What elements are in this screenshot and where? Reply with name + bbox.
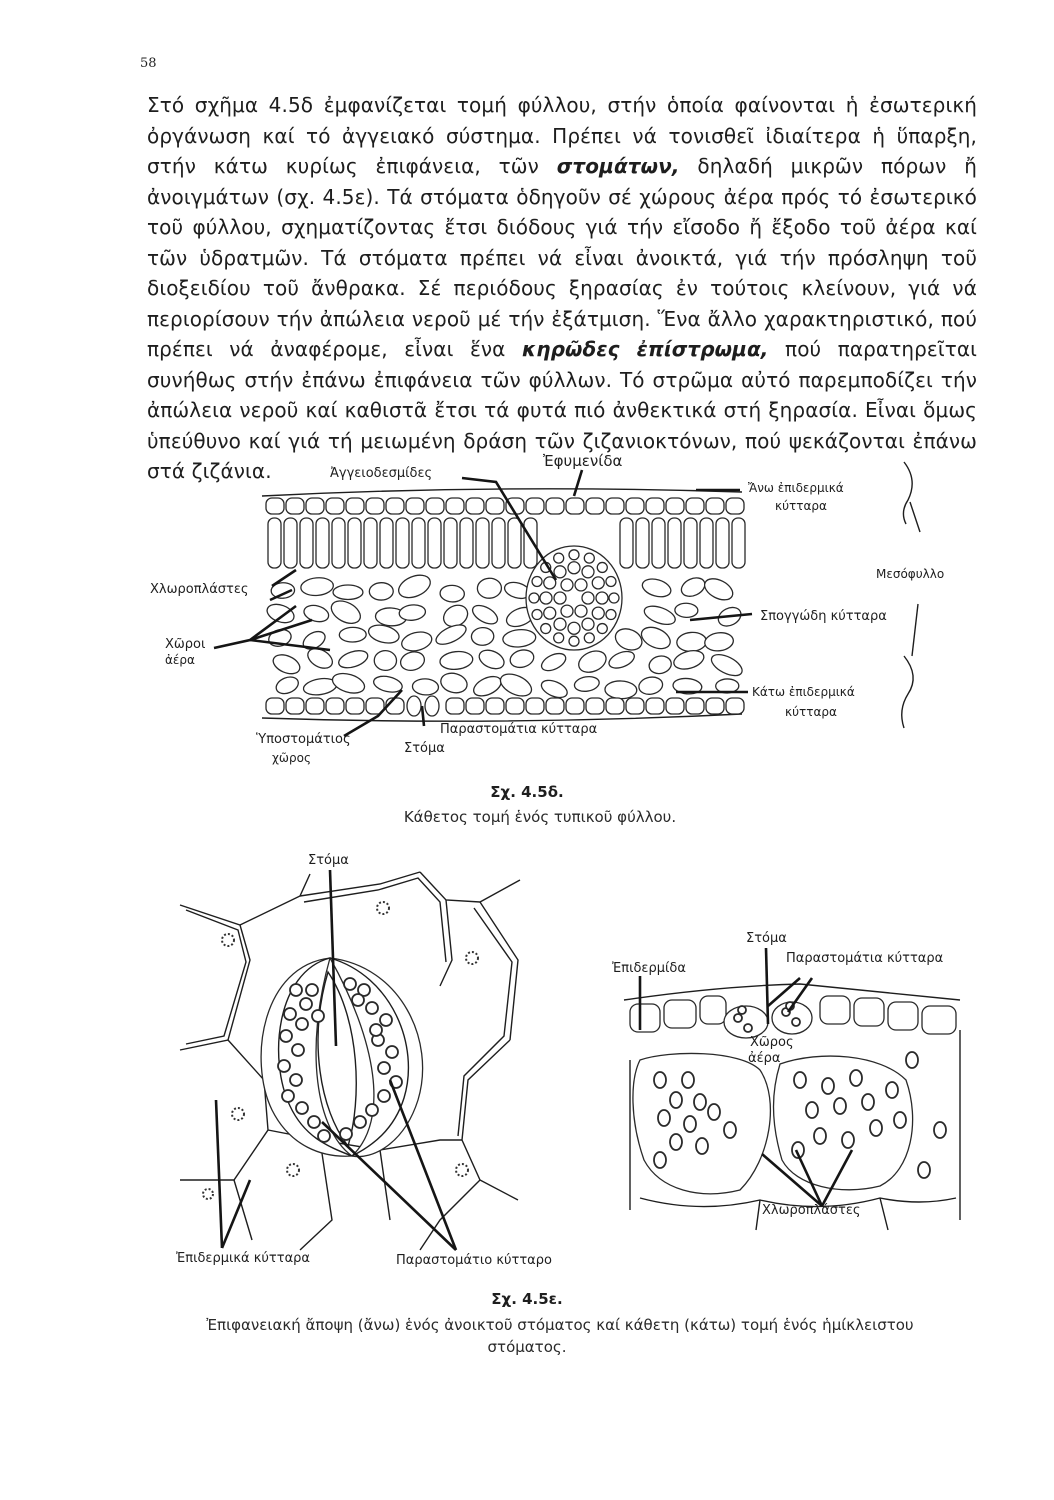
epidermal-cell-walls-inner bbox=[186, 878, 512, 1136]
section-chloroplast bbox=[834, 1098, 846, 1114]
label-guard-cells: Παραστομάτια κύτταρα bbox=[440, 722, 598, 737]
chloroplast bbox=[354, 1116, 366, 1128]
section-chloroplast bbox=[794, 1072, 806, 1088]
label-substomatal-2: χῶρος bbox=[272, 751, 311, 765]
section-chloroplast bbox=[814, 1128, 826, 1144]
section-chloroplast bbox=[724, 1122, 736, 1138]
label-upper-epidermis-2: κύτταρα bbox=[775, 499, 827, 513]
chloroplast bbox=[306, 984, 318, 996]
label-guard-cell: Παραστομάτιο κύτταρο bbox=[396, 1253, 552, 1268]
figure-d-caption: Κάθετος τομή ἑνός τυπικοῦ φύλλου. bbox=[403, 808, 677, 826]
section-chloroplast bbox=[654, 1072, 666, 1088]
label-right-epidermis: Ἐπιδερμίδα bbox=[612, 961, 686, 976]
label-air-spaces-2: ἀέρα bbox=[165, 653, 195, 667]
chloroplast bbox=[352, 994, 364, 1006]
section-epidermis-cell bbox=[888, 1002, 918, 1030]
label-right-stoma: Στόμα bbox=[746, 931, 787, 946]
chloroplast bbox=[300, 998, 312, 1010]
guard-chloroplast bbox=[738, 1006, 746, 1014]
label-substomatal-1: Ὑποστομάτιος bbox=[256, 732, 351, 747]
section-chloroplast bbox=[670, 1134, 682, 1150]
section-chloroplast bbox=[670, 1092, 682, 1108]
label-chloroplasts: Χλωροπλάστες bbox=[150, 582, 249, 597]
chloroplast bbox=[290, 1074, 302, 1086]
chloroplast bbox=[312, 1010, 324, 1022]
label-mesophyll: Μεσόφυλλο bbox=[876, 567, 945, 581]
section-epidermis-cell bbox=[664, 1000, 696, 1028]
section-chloroplast bbox=[806, 1102, 818, 1118]
chloroplast bbox=[318, 1130, 330, 1142]
section-chloroplast bbox=[870, 1120, 882, 1136]
section-chloroplast bbox=[658, 1110, 670, 1126]
section-epidermis-cell bbox=[630, 1004, 660, 1032]
epidermal-cell-walls bbox=[180, 872, 520, 1250]
section-epidermis-cell bbox=[922, 1006, 956, 1034]
chloroplast bbox=[280, 1030, 292, 1042]
label-vascular-bundles: Ἀγγειοδεσμίδες bbox=[330, 466, 433, 481]
chloroplast bbox=[284, 1008, 296, 1020]
chloroplast bbox=[370, 1024, 382, 1036]
page-number: 58 bbox=[140, 56, 157, 71]
section-mesophyll-cell-1 bbox=[633, 1053, 770, 1193]
section-chloroplast bbox=[694, 1094, 706, 1110]
section-epidermis-cell bbox=[854, 998, 884, 1026]
section-epidermis-cell bbox=[700, 996, 726, 1024]
label-right-chloroplasts: Χλωροπλάστες bbox=[762, 1203, 861, 1218]
term-waxy-coating: κηρῶδες ἐπίστρωμα, bbox=[521, 337, 769, 361]
chloroplast bbox=[278, 1060, 290, 1072]
section-chloroplast bbox=[862, 1094, 874, 1110]
label-lower-epidermis-1: Κάτω ἐπιδερμικά bbox=[752, 685, 855, 699]
chloroplast bbox=[308, 1116, 320, 1128]
chloroplast bbox=[290, 984, 302, 996]
chloroplast bbox=[296, 1018, 308, 1030]
paragraph-part-3: πού παρατηρεῖται συνήθως στήν ἐπάνω ἐπιφάνεια τῶν φύλλων. Τό στρῶμα αὐτό παρεμποδίζει τήν ἀπώλεια νεροῦ καί καθιστᾶ ἔτσι τά φυτά πιό ἀνθεκτικά στή ξηρασία. Εἶναι ὅμως ὑπεύθυνο καί γιά τή μειωμένη δράση τῶν ζιζανιοκτόνων, πού ψεκάζονται ἐπάνω στά ζιζάνια. bbox=[147, 337, 978, 483]
label-air-spaces-1: Χῶροι bbox=[165, 637, 206, 652]
label-epidermal-cells: Ἐπιδερμικά κύτταρα bbox=[176, 1251, 310, 1266]
figure-d-number: Σχ. 4.5δ. bbox=[490, 783, 564, 801]
label-stoma: Στόμα bbox=[404, 741, 445, 756]
chloroplast bbox=[378, 1090, 390, 1102]
section-chloroplast bbox=[918, 1162, 930, 1178]
section-chloroplast bbox=[654, 1152, 666, 1168]
section-chloroplast bbox=[822, 1078, 834, 1094]
label-right-guard-cells: Παραστομάτια κύτταρα bbox=[786, 951, 944, 966]
chloroplast bbox=[366, 1104, 378, 1116]
section-chloroplast bbox=[906, 1052, 918, 1068]
section-chloroplast bbox=[934, 1122, 946, 1138]
label-cuticle: Ἐφυμενίδα bbox=[543, 452, 623, 470]
section-chloroplast bbox=[850, 1070, 862, 1086]
section-chloroplast bbox=[894, 1112, 906, 1128]
label-spongy-cells: Σπογγώδη κύτταρα bbox=[760, 609, 887, 624]
label-right-air-space-2: ἀέρα bbox=[748, 1051, 781, 1066]
chloroplast bbox=[292, 1044, 304, 1056]
guard-chloroplast bbox=[744, 1024, 752, 1032]
label-left-stoma: Στόμα bbox=[308, 853, 349, 868]
stoma-vertical-section-diagram bbox=[612, 931, 960, 1230]
section-chloroplast bbox=[682, 1072, 694, 1088]
chloroplast bbox=[340, 1128, 352, 1140]
section-chloroplast bbox=[886, 1082, 898, 1098]
term-stomata: στομάτων, bbox=[556, 154, 680, 178]
chloroplast bbox=[282, 1090, 294, 1102]
figure-e-caption-line-1: Ἐπιφανειακή ἄποψη (ἄνω) ἑνός ἀνοικτοῦ στόματος καί κάθετη (κάτω) τομή ἑνός ἡμίκλειστου bbox=[206, 1316, 914, 1334]
label-right-air-space-1: Χῶρος bbox=[750, 1035, 794, 1050]
section-epidermis-cell bbox=[820, 996, 850, 1024]
chloroplast bbox=[296, 1102, 308, 1114]
chloroplast bbox=[378, 1062, 390, 1074]
figure-e-caption-line-2: στόματος. bbox=[487, 1338, 567, 1356]
section-chloroplast bbox=[696, 1138, 708, 1154]
section-chloroplast bbox=[708, 1104, 720, 1120]
paragraph-part-2: δηλαδή μικρῶν πόρων ἤ ἀνοιγμάτων (σχ. 4.5ε). Τά στόματα ὁδηγοῦν σέ χώρους ἀέρα πρός τό ἐσωτερικό τοῦ φύλλου, σχηματίζοντας ἔτσι διόδους γιά τήν εἴσοδο ἤ ἔξοδο τοῦ ἀέρα καί τῶν ὑδρατμῶν. Τά στόματα πρέπει νά εἶναι ἀνοικτά, γιά τήν πρόσληψη τοῦ διοξειδίου τοῦ ἄνθρακα. Σέ περιόδους ξηρασίας ἐν τούτοις κλείνουν, γιά νά περιορίσουν τήν ἀπώλεια νεροῦ μέ τήν ἐξάτμιση. Ἕνα ἄλλο χαρακτηριστικό, πού πρέπει νά ἀναφέρομε, εἶναι ἕνα bbox=[147, 154, 977, 361]
chloroplast bbox=[366, 1002, 378, 1014]
paragraph-part-1: Στό σχῆμα 4.5δ ἐμφανίζεται τομή φύλλου, στήν ὁποία φαίνονται ἡ ἐσωτερική ὀργάνωση καί τό ἀγγειακό σύστημα. Πρέπει νά τονισθεῖ ἰδιαίτερα ἡ ὕπαρξη, στήν κάτω κυρίως ἐπιφάνεια, τῶν bbox=[147, 93, 977, 178]
section-chloroplast bbox=[684, 1116, 696, 1132]
section-chloroplast bbox=[842, 1132, 854, 1148]
figure-e-number: Σχ. 4.5ε. bbox=[491, 1290, 563, 1308]
guard-chloroplast bbox=[792, 1018, 800, 1026]
guard-chloroplast bbox=[734, 1014, 742, 1022]
chloroplast bbox=[380, 1014, 392, 1026]
label-lower-epidermis-2: κύτταρα bbox=[785, 705, 837, 719]
label-upper-epidermis-1: Ἄνω ἐπιδερμικά bbox=[748, 481, 844, 495]
chloroplast bbox=[386, 1046, 398, 1058]
chloroplast bbox=[344, 978, 356, 990]
